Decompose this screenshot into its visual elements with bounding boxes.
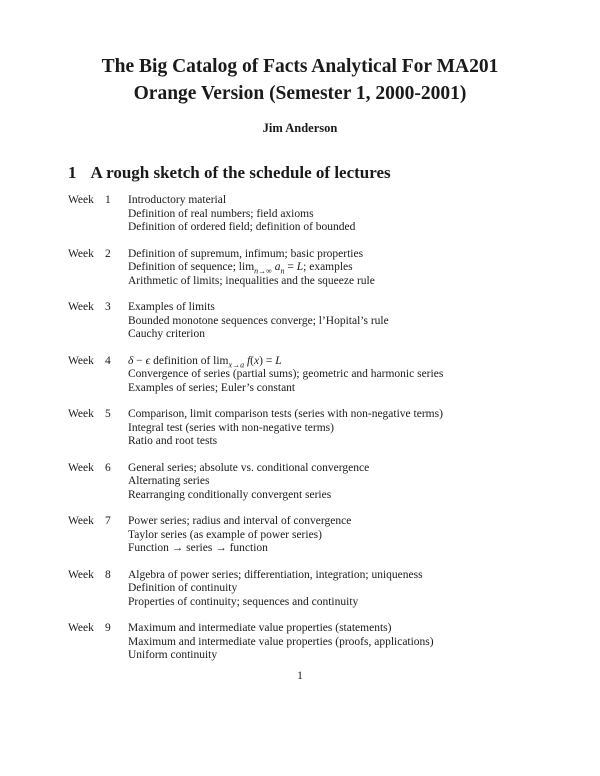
week-label: Week bbox=[68, 301, 94, 313]
schedule-row bbox=[68, 622, 532, 663]
lecture-line: Cauchy criterion bbox=[128, 328, 205, 340]
schedule-row bbox=[68, 355, 532, 396]
week-topics bbox=[128, 301, 532, 342]
lecture-line: Properties of continuity; sequences and continuity bbox=[128, 595, 359, 608]
section-number: 1 bbox=[68, 163, 77, 182]
schedule-row bbox=[68, 408, 532, 449]
week-number: 4 bbox=[105, 354, 111, 367]
document-title bbox=[0, 0, 600, 107]
lecture-line: Rearranging conditionally convergent series bbox=[128, 488, 332, 501]
lecture-line: Definition of ordered field; definition of bounded bbox=[128, 221, 356, 233]
schedule-row bbox=[68, 462, 532, 503]
week-label: Week bbox=[68, 194, 94, 206]
week-topics bbox=[128, 248, 532, 289]
lecture-line: Ratio and root tests bbox=[128, 435, 218, 447]
page-number: 1 bbox=[297, 670, 303, 682]
lecture-line: Bounded monotone sequences converge; l’Hopital’s rule bbox=[128, 314, 389, 327]
week-topics bbox=[128, 622, 532, 663]
week-label: Week bbox=[68, 461, 94, 474]
schedule-row bbox=[68, 248, 532, 289]
lecture-line: Function → series → function bbox=[128, 542, 268, 554]
title-line-1: The Big Catalog of Facts Analytical For MA201 bbox=[101, 56, 499, 77]
lecture-line: Definition of sequence; $\lim_{n\to\infty} a_n = L$; examples bbox=[128, 261, 353, 276]
week-number: 6 bbox=[105, 461, 111, 474]
lecture-line: Examples of series; Euler’s constant bbox=[128, 381, 296, 394]
author-name: Jim Anderson bbox=[262, 121, 338, 135]
week-number: 5 bbox=[105, 408, 111, 420]
lecture-line: Introductory material bbox=[128, 194, 227, 206]
lecture-line: Definition of continuity bbox=[128, 582, 238, 594]
week-label: Week bbox=[68, 622, 94, 634]
week-number: 3 bbox=[105, 301, 111, 313]
lecture-line: Comparison, limit comparison tests (series with non-negative terms) bbox=[128, 408, 443, 420]
week-topics bbox=[128, 408, 532, 449]
week-label: Week bbox=[68, 408, 94, 420]
lecture-line: Uniform continuity bbox=[128, 649, 218, 661]
lecture-line: Integral test (series with non-negative terms) bbox=[128, 421, 334, 434]
week-number: 9 bbox=[105, 622, 111, 634]
title-line-2: Orange Version (Semester 1, 2000-2001) bbox=[133, 83, 467, 104]
lecture-line: Arithmetic of limits; inequalities and the squeeze rule bbox=[128, 274, 375, 287]
lecture-line: Power series; radius and interval of convergence bbox=[128, 515, 352, 527]
lecture-line: General series; absolute vs. conditional convergence bbox=[128, 461, 370, 474]
lecture-line: Definition of real numbers; field axioms bbox=[128, 207, 314, 220]
week-label: Week bbox=[68, 354, 94, 367]
schedule-table bbox=[68, 194, 532, 663]
section-heading bbox=[68, 162, 600, 184]
week-number: 8 bbox=[105, 568, 111, 581]
week-topics bbox=[128, 569, 532, 610]
week-topics bbox=[128, 462, 532, 503]
lecture-line: Examples of limits bbox=[128, 301, 215, 313]
week-number: 7 bbox=[105, 515, 111, 527]
lecture-line: Alternating series bbox=[128, 475, 210, 487]
week-topics bbox=[128, 515, 532, 556]
week-label: Week bbox=[68, 247, 94, 260]
schedule-row bbox=[68, 569, 532, 610]
week-topics bbox=[128, 194, 532, 235]
week-label: Week bbox=[68, 568, 94, 581]
week-number: 1 bbox=[105, 194, 111, 206]
schedule-row bbox=[68, 515, 532, 556]
week-number: 2 bbox=[105, 247, 111, 260]
schedule-row bbox=[68, 194, 532, 235]
week-topics bbox=[128, 355, 532, 396]
lecture-line: Maximum and intermediate value properties (proofs, applications) bbox=[128, 635, 434, 648]
lecture-line: δ − ϵ definition of $\lim_{x\to a} f(x) = L$ bbox=[128, 354, 282, 369]
lecture-line: Convergence of series (partial sums); geometric and harmonic series bbox=[128, 368, 444, 380]
lecture-line: Taylor series (as example of power series) bbox=[128, 528, 322, 541]
lecture-line: Maximum and intermediate value properties (statements) bbox=[128, 622, 392, 634]
week-label: Week bbox=[68, 515, 94, 527]
lecture-line: Algebra of power series; differentiation, integration; uniqueness bbox=[128, 568, 423, 581]
schedule-row bbox=[68, 301, 532, 342]
section-title: A rough sketch of the schedule of lectures bbox=[90, 163, 391, 182]
lecture-line: Definition of supremum, infimum; basic properties bbox=[128, 247, 364, 260]
